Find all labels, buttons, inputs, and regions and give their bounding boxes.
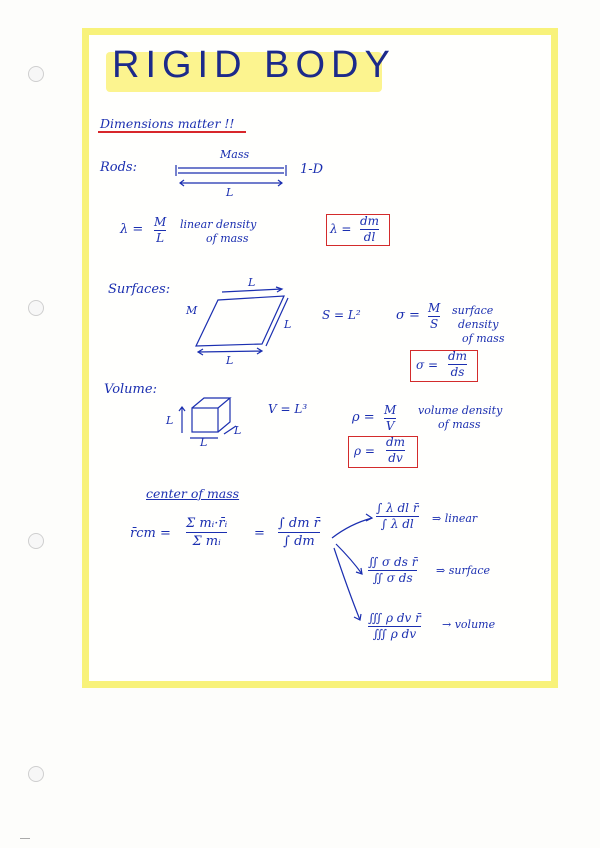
rho-fraction [384, 404, 396, 433]
sigma-numerator: M [428, 301, 441, 315]
volume-width-label: L [200, 436, 208, 449]
com-volume-numerator: ∭ ρ dv r̄ [368, 611, 421, 625]
com-label: center of mass [146, 486, 240, 501]
com-sum-fraction [186, 516, 227, 549]
rho-boxed-fraction [386, 436, 405, 465]
lambda-boxed-num: dm [360, 214, 380, 228]
sigma-boxed-num: dm [448, 349, 468, 363]
com-surface-fraction [368, 556, 417, 585]
com-volume-denominator: ∭ ρ dv [372, 627, 417, 641]
rho-numerator: M [384, 403, 397, 417]
rho-description-1: volume density [418, 404, 503, 417]
page-title: RIGID BODY [112, 44, 396, 86]
rods-label: Rods: [100, 160, 137, 175]
com-surface-numerator: ∬ σ ds r̄ [368, 555, 418, 569]
lambda-boxed-den: dl [363, 230, 376, 244]
com-integral-fraction [278, 516, 320, 549]
com-volume-fraction [368, 612, 421, 641]
sigma-description-1: surface [452, 304, 494, 317]
surface-side-bottom: L [226, 354, 234, 367]
rho-denominator: V [385, 419, 395, 433]
rho-boxed-lhs: ρ = [354, 444, 375, 458]
volume-label: Volume: [104, 382, 157, 397]
sigma-description-3: of mass [462, 332, 505, 345]
surfaces-label: Surfaces: [108, 282, 171, 297]
fraction-bar [278, 532, 320, 533]
com-surface-label: ⇒ surface [436, 564, 491, 577]
com-surface-denominator: ∬ σ ds [372, 571, 413, 585]
lambda-description-2: of mass [206, 232, 249, 245]
rho-boxed-num: dm [386, 435, 406, 449]
volume-drawing [179, 398, 236, 438]
rod-length-label: L [226, 186, 234, 199]
rho-boxed-den: dv [388, 451, 403, 465]
com-sum-denominator: Σ mᵢ [192, 534, 221, 549]
rod-drawing [176, 165, 286, 186]
com-arrows [332, 514, 372, 620]
com-equals: = [254, 526, 265, 541]
surface-drawing [196, 287, 288, 355]
rho-description-2: of mass [438, 418, 481, 431]
com-linear-denominator: ∫ λ dl [380, 517, 414, 531]
com-linear-numerator: ∫ λ dl r̄ [376, 501, 419, 515]
lambda-denominator: L [156, 231, 165, 245]
surface-area-equation: S = L² [322, 308, 361, 322]
rod-dimension: 1-D [300, 162, 324, 177]
surface-side-right: L [284, 318, 292, 331]
com-integral-denominator: ∫ dm [283, 534, 315, 549]
volume-equation: V = L³ [268, 402, 308, 416]
sigma-description-2: density [458, 318, 499, 331]
com-linear-fraction [376, 502, 419, 531]
lambda-numerator: M [154, 215, 167, 229]
rod-mass-label: Mass [220, 148, 250, 161]
com-integral-numerator: ∫ dm r̄ [278, 516, 320, 531]
lambda-equation: λ = [120, 222, 144, 237]
surface-mass-label: M [186, 304, 198, 317]
com-lhs: r̄cm = [130, 526, 171, 541]
lambda-boxed-lhs: λ = [330, 222, 352, 236]
volume-height-label: L [166, 414, 174, 427]
sigma-fraction [428, 302, 440, 331]
sigma-boxed-fraction [448, 350, 467, 379]
lambda-boxed-fraction [360, 215, 379, 244]
subtitle: Dimensions matter !! [100, 116, 235, 131]
rho-lhs: ρ = [352, 410, 375, 425]
fraction-bar [186, 532, 227, 533]
sigma-boxed-den: ds [450, 365, 465, 379]
sigma-denominator: S [430, 317, 439, 331]
sigma-lhs: σ = [396, 308, 420, 323]
volume-depth-label: L [234, 424, 242, 437]
com-sum-numerator: Σ mᵢ·r̄ᵢ [186, 516, 228, 531]
com-linear-label: ⇒ linear [432, 512, 478, 525]
lambda-description: linear density [180, 218, 257, 231]
lambda-fraction [154, 216, 166, 245]
surface-side-top: L [248, 276, 256, 289]
sigma-boxed-lhs: σ = [416, 358, 439, 372]
com-volume-label: → volume [442, 618, 496, 631]
